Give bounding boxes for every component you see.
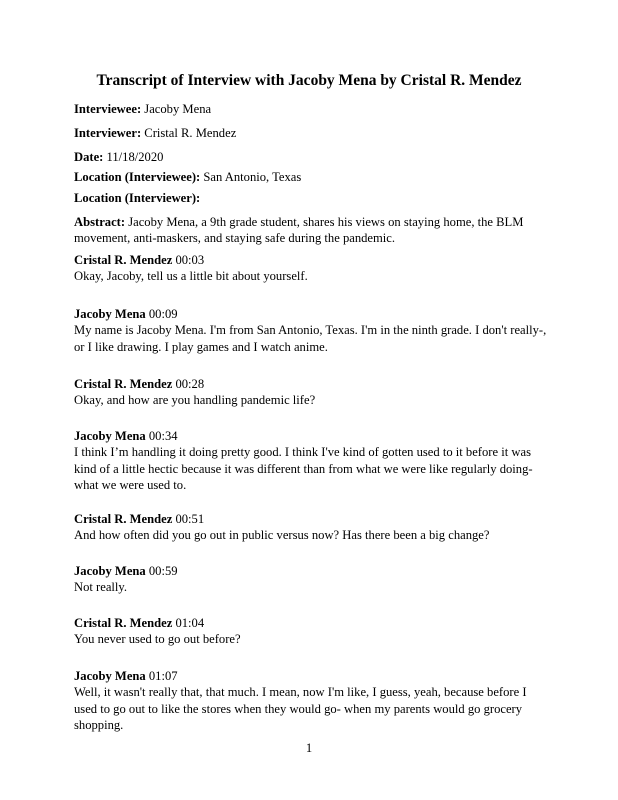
transcript-entry — [74, 563, 552, 596]
utterance-text: You never used to go out before? — [74, 632, 241, 647]
speaker-name: Cristal R. Mendez — [74, 253, 173, 267]
transcript-entry — [74, 668, 552, 733]
utterance-text: Not really. — [74, 580, 128, 595]
transcript-entry — [74, 252, 552, 285]
speaker-name: Jacoby Mena — [74, 564, 146, 578]
interviewee-line — [74, 101, 549, 117]
utterance-text: Okay, and how are you handling pandemic life? — [74, 393, 316, 408]
interviewee-name: Jacoby Mena — [144, 102, 212, 116]
location-interviewee-label: Location (Interviewee): — [74, 170, 201, 184]
speaker-name: Jacoby Mena — [74, 307, 146, 321]
utterance-text: Okay, Jacoby, tell us a little bit about yourself. — [74, 269, 308, 284]
speaker-name: Jacoby Mena — [74, 429, 146, 443]
speaker-name: Cristal R. Mendez — [74, 616, 173, 630]
interviewer-name: Cristal R. Mendez — [144, 126, 237, 140]
location-interviewer-label: Location (Interviewer): — [74, 191, 201, 205]
abstract-text: Jacoby Mena, a 9th grade student, shares his views on staying home, the BLM movement, anti-maskers, and staying safe during the pandemic. — [74, 215, 524, 245]
date-label: Date: — [74, 150, 104, 164]
timestamp: 00:59 — [148, 564, 178, 578]
location-interviewee-value: San Antonio, Texas — [203, 170, 302, 184]
transcript-entry — [74, 376, 552, 409]
utterance-text: Well, it wasn't really that, that much. I mean, now I'm like, I guess, yeah, because before I used to go out to like the stores when they would go- when my parents would go grocery shopping. — [74, 685, 527, 732]
timestamp: 00:51 — [175, 512, 205, 526]
utterance-text: And how often did you go out in public versus now? Has there been a big change? — [74, 528, 490, 543]
location-interviewee-line — [74, 169, 549, 185]
timestamp: 00:03 — [175, 253, 205, 267]
interviewer-line — [74, 125, 549, 141]
speaker-name: Cristal R. Mendez — [74, 512, 173, 526]
interview-date: 11/18/2020 — [106, 150, 164, 164]
document-title: Transcript of Interview with Jacoby Mena by Cristal R. Mendez — [96, 72, 522, 89]
date-line — [74, 149, 549, 165]
speaker-name: Cristal R. Mendez — [74, 377, 173, 391]
transcript-entry — [74, 615, 552, 648]
utterance-text: My name is Jacoby Mena. I'm from San Antonio, Texas. I'm in the ninth grade. I don't really-, or I like drawing. I play games and I watch anime. — [74, 323, 547, 354]
interviewee-label: Interviewee: — [74, 102, 142, 116]
interviewer-label: Interviewer: — [74, 126, 142, 140]
page-number: 1 — [305, 741, 313, 755]
speaker-name: Jacoby Mena — [74, 669, 146, 683]
timestamp: 00:34 — [148, 429, 178, 443]
timestamp: 01:07 — [148, 669, 178, 683]
utterance-text: I think I’m handling it doing pretty good. I think I've kind of gotten used to it before it was kind of a little hectic because it was different than from what we were like regularly doing- what we were used to. — [74, 445, 533, 492]
timestamp: 00:28 — [175, 377, 205, 391]
location-interviewer-line — [74, 190, 549, 206]
transcript-entry — [74, 428, 552, 493]
abstract-paragraph — [74, 214, 549, 246]
timestamp: 01:04 — [175, 616, 205, 630]
abstract-label: Abstract: — [74, 215, 126, 229]
transcript-entry — [74, 511, 552, 544]
timestamp: 00:09 — [148, 307, 178, 321]
transcript-entry — [74, 306, 552, 355]
